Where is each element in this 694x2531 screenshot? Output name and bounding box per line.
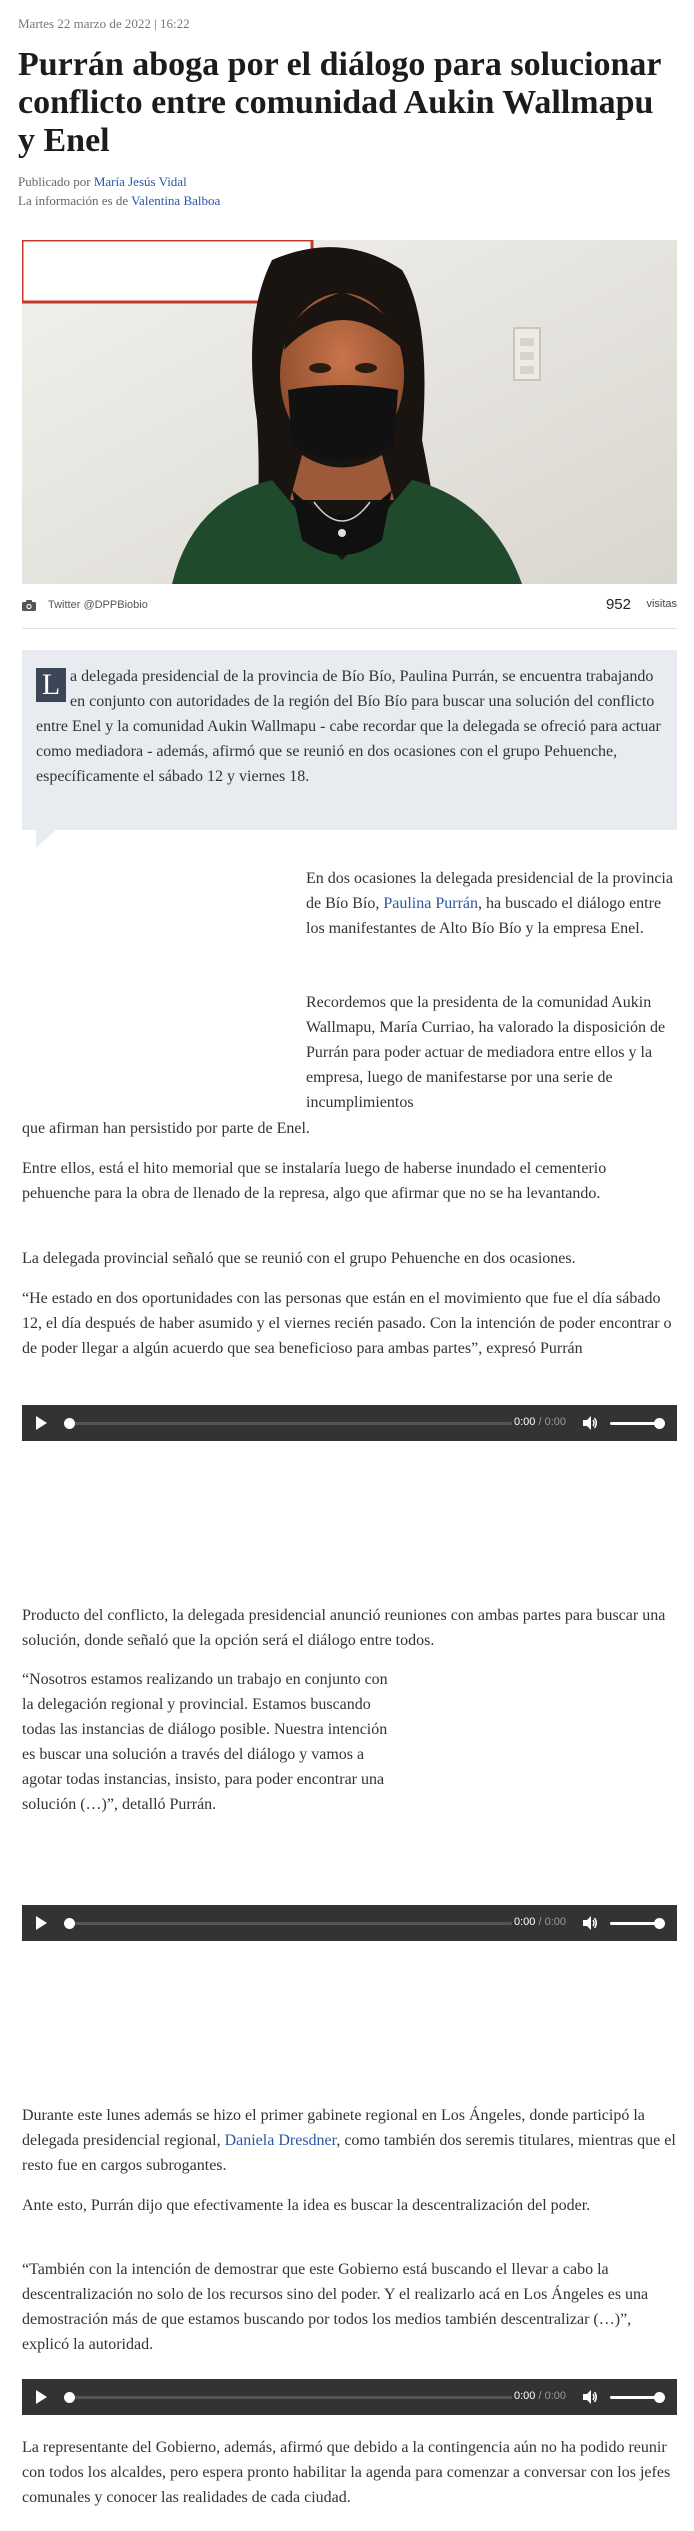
audio-current-time: 0:00 (514, 1916, 536, 1928)
audio-time-separator: / (535, 1416, 545, 1428)
camera-icon (22, 600, 36, 611)
paragraph-9: Ante esto, Purrán dijo que efectivamente la idea es buscar la descentralización del poder. (22, 2197, 591, 2214)
visits-count: 952 (605, 596, 631, 613)
audio-player-2 (22, 1905, 677, 1941)
audio-progress-track[interactable] (70, 1922, 512, 1925)
quote-paragraph-1: “He estado en dos oportunidades con las personas que están en el movimiento que fue el día sábado 12, el día después de haber asumido y el viernes recién pasado. Con la intención de poder encontrar o de poder llegar a algún acuerdo que sea beneficioso para ambas partes”, expresó Purrán (22, 1290, 672, 1357)
paragraph-8-text-after: , como también dos seremis titulares, mientras que el resto fue en cargos subrogantes. (22, 2132, 676, 2174)
article-headline: Purrán aboga por el diálogo para solucionar conflicto entre comunidad Aukin Wallmapu y Enel (18, 46, 661, 159)
paragraph-6: Producto del conflicto, la delegada presidencial anunció reuniones con ambas partes para buscar una solución, donde señaló que la opción será el diálogo entre todos. (22, 1607, 666, 1649)
volume-icon[interactable] (582, 2389, 598, 2405)
paragraph-8-text-before: Durante este lunes además se hizo el primer gabinete regional en Los Ángeles, donde participó la delegada presidencial regional, (22, 2107, 645, 2149)
paulina-purran-link[interactable]: Paulina Purrán (383, 895, 478, 912)
lead-paragraph-box (22, 650, 677, 830)
divider (22, 628, 677, 629)
article-dateline: Martes 22 marzo de 2022 | 16:22 (18, 16, 190, 31)
paragraph-3: Entre ellos, está el hito memorial que se instalaría luego de haberse inundado el cementerio pehuenche para la obra de llenado de la represa, algo que afirmar que no se ha levantando. (22, 1160, 607, 1202)
paragraph-1-text-before: En dos ocasiones la delegada presidencial de la provincia de Bío Bío, (306, 870, 673, 912)
paragraph-1 (306, 866, 678, 941)
audio-progress-handle[interactable] (64, 1418, 75, 1429)
visits-label: visitas (646, 598, 677, 610)
play-icon[interactable] (36, 1916, 47, 1930)
audio-duration: 0:00 (544, 1916, 567, 1928)
audio-time-separator: / (535, 2390, 545, 2402)
volume-slider-handle[interactable] (654, 1418, 665, 1429)
audio-progress-handle[interactable] (64, 2392, 75, 2403)
information-source-line (18, 191, 220, 210)
lead-dropcap: L (36, 668, 66, 702)
audio-time (514, 1416, 566, 1428)
quote-paragraph-2: “Nosotros estamos realizando un trabajo en conjunto con la delegación regional y provincial. Estamos buscando todas las instancias de diálogo posible. Nuestra intención es buscar una solución a través del diálogo y vamos a agotar todas instancias, insisto, para poder encontrar una solución (…)”, detalló Purrán. (22, 1671, 388, 1813)
lead-text: a delegada presidencial de la provincia de Bío Bío, Paulina Purrán, se encuentra trabajando en conjunto con autoridades de la región del Bío Bío para buscar una solución del conflicto entre Enel y la comunidad Aukin Wallmapu - cabe recordar que la delegada se ofreció para actuar como mediadora - además, afirmó que se reunió en dos ocasiones con el grupo Pehuenche, específicamente el sábado 12 y viernes 18. (36, 668, 661, 785)
volume-slider-track[interactable] (610, 1922, 660, 1925)
article-photo-image (22, 240, 677, 584)
quote-paragraph-3: “También con la intención de demostrar que este Gobierno está buscando el llevar a cabo la descentralización no solo de los recursos sino del poder. Y el realizarlo acá en Los Ángeles es una demostración más de que estamos buscando por todos los medios también descentralizar (…)”, explicó la autoridad. (22, 2261, 649, 2353)
article-photo (22, 240, 677, 584)
photo-credit: Twitter @DPPBiobio (48, 599, 148, 611)
volume-icon[interactable] (582, 1415, 598, 1431)
paragraph-4: La delegada provincial señaló que se reunió con el grupo Pehuenche en dos ocasiones. (22, 1250, 576, 1267)
published-by-line (18, 172, 220, 191)
audio-time (514, 2390, 566, 2402)
audio-current-time: 0:00 (514, 2390, 536, 2402)
audio-current-time: 0:00 (514, 1416, 536, 1428)
information-source-label: La información es de (18, 193, 129, 208)
audio-time-separator: / (535, 1916, 545, 1928)
audio-progress-track[interactable] (70, 1422, 512, 1425)
audio-progress-handle[interactable] (64, 1918, 75, 1929)
play-icon[interactable] (36, 2390, 47, 2404)
volume-slider-handle[interactable] (654, 1918, 665, 1929)
audio-time (514, 1916, 566, 1928)
play-icon[interactable] (36, 1416, 47, 1430)
paragraph-8 (22, 2103, 678, 2178)
volume-slider-track[interactable] (610, 2396, 660, 2399)
volume-slider-handle[interactable] (654, 2392, 665, 2403)
audio-progress-track[interactable] (70, 2396, 512, 2399)
paragraph-1-text-after: , ha buscado el diálogo entre los manifestantes de Alto Bío Bío y la empresa Enel. (306, 895, 662, 937)
published-by-label: Publicado por (18, 174, 91, 189)
audio-player-3 (22, 2379, 677, 2415)
volume-slider-track[interactable] (610, 1422, 660, 1425)
audio-duration: 0:00 (544, 2390, 567, 2402)
author-link[interactable]: María Jesús Vidal (93, 174, 187, 189)
audio-duration: 0:00 (544, 1416, 567, 1428)
paragraph-11: La representante del Gobierno, además, afirmó que debido a la contingencia aún no ha podido reunir con todos los alcaldes, pero espera pronto habilitar la agenda para comenzar a conversar con los jefes comunales y conocer las realidades de cada ciudad. (22, 2439, 671, 2506)
article-byline (18, 172, 220, 210)
audio-player-1 (22, 1405, 677, 1441)
source-author-link[interactable]: Valentina Balboa (131, 193, 221, 208)
paragraph-2-lower: que afirman han persistido por parte de Enel. (22, 1120, 310, 1137)
photo-caption-bar (22, 596, 677, 620)
daniela-dresdner-link[interactable]: Daniela Dresdner (224, 2132, 337, 2149)
volume-icon[interactable] (582, 1915, 598, 1931)
paragraph-2-upper: Recordemos que la presidenta de la comunidad Aukin Wallmapu, María Curriao, ha valorado la disposición de Purrán para poder actuar de mediadora entre ellos y la empresa, luego de manifestarse por una serie de incumplimientos (306, 994, 666, 1111)
lead-box-pointer (36, 830, 56, 848)
